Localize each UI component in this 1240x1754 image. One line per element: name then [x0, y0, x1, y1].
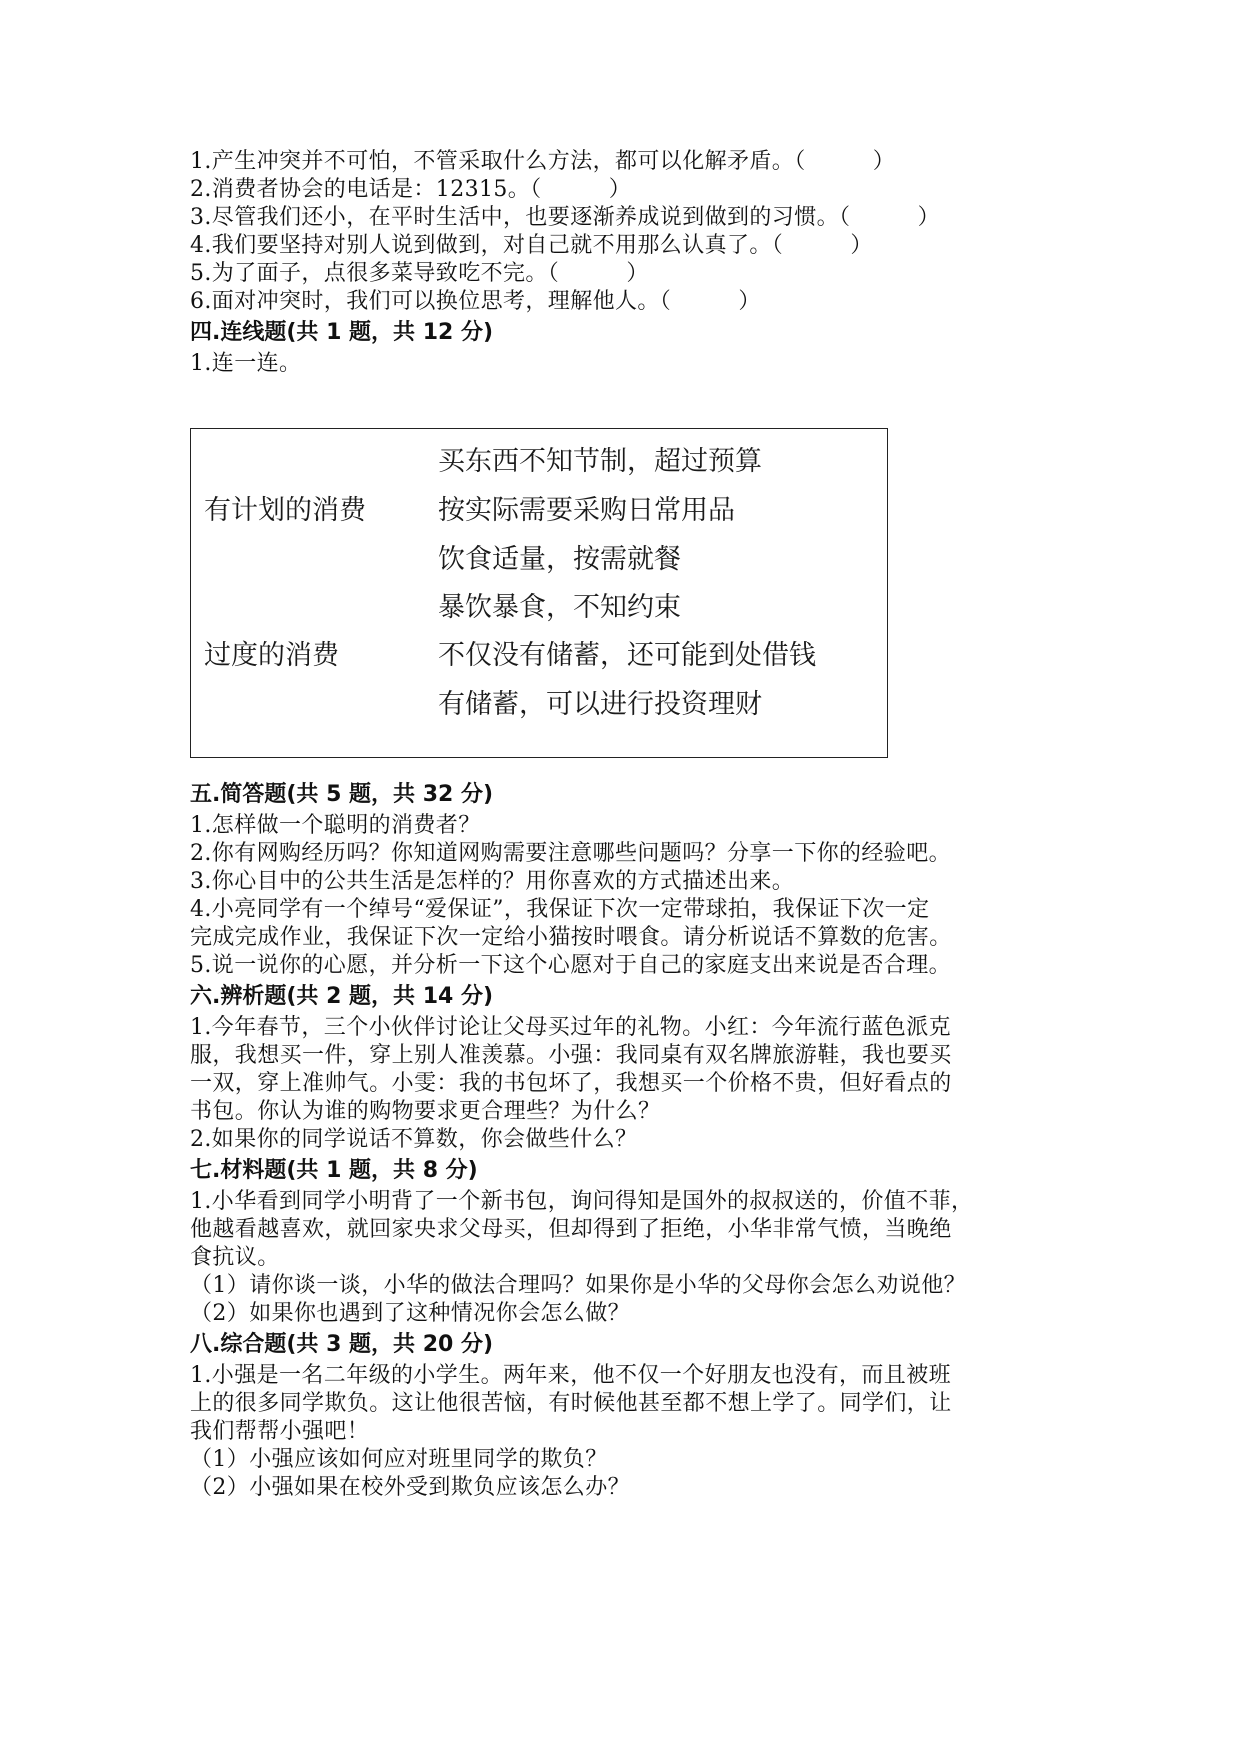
section6-title: 六.辨析题(共 2 题，共 14 分): [190, 984, 494, 1009]
section8-line: 上的很多同学欺负。这让他很苦恼，有时候他甚至都不想上学了。同学们，让: [190, 1391, 952, 1416]
section3-item: 1.产生冲突并不可怕，不管采取什么方法，都可以化解矛盾。（ ）: [190, 149, 896, 174]
match-right-item[interactable]: 不仅没有储蓄，还可能到处借钱: [438, 640, 816, 671]
section5-line: 2.你有网购经历吗？你知道网购需要注意哪些问题吗？分享一下你的经验吧。: [190, 841, 951, 866]
section6-line: 一双，穿上准帅气。小雯：我的书包坏了，我想买一个价格不贵，但好看点的: [190, 1071, 952, 1096]
match-left-item[interactable]: 过度的消费: [204, 640, 339, 671]
worksheet-lower: [190, 778, 1070, 1502]
section7-subquestion: （2）如果你也遇到了这种情况你会怎么做？: [190, 1301, 630, 1326]
match-left-item[interactable]: 有计划的消费: [204, 495, 366, 526]
section8-line: 1.小强是一名二年级的小学生。两年来，他不仅一个好朋友也没有，而且被班: [190, 1363, 951, 1388]
matching-box: [190, 428, 888, 758]
section7-line: 1.小华看到同学小明背了一个新书包，询问得知是国外的叔叔送的，价值不菲，: [190, 1189, 974, 1214]
match-right-item[interactable]: 饮食适量，按需就餐: [438, 544, 681, 575]
section8-title: 八.综合题(共 3 题，共 20 分): [190, 1332, 494, 1357]
section6-line: 1.今年春节，三个小伙伴讨论让父母买过年的礼物。小红：今年流行蓝色派克: [190, 1015, 951, 1040]
match-right-item[interactable]: 暴饮暴食，不知约束: [438, 592, 681, 623]
section8-subquestion: （1）小强应该如何应对班里同学的欺负？: [190, 1447, 608, 1472]
worksheet-page: [190, 148, 1070, 378]
match-right-item[interactable]: 有储蓄，可以进行投资理财: [438, 689, 762, 720]
match-right-item[interactable]: 买东西不知节制，超过预算: [438, 446, 762, 477]
section7-line: 他越看越喜欢，就回家央求父母买，但却得到了拒绝，小华非常气愤，当晚绝: [190, 1217, 952, 1242]
section6-line: 2.如果你的同学说话不算数，你会做些什么？: [190, 1127, 638, 1152]
section8-line: 我们帮帮小强吧！: [190, 1419, 370, 1444]
section3-item: 6.面对冲突时，我们可以换位思考，理解他人。（ ）: [190, 289, 761, 314]
section6-line: 服，我想买一件，穿上别人准羡慕。小强：我同桌有双名牌旅游鞋，我也要买: [190, 1043, 952, 1068]
match-right-item[interactable]: 按实际需要采购日常用品: [438, 495, 735, 526]
section4-title: 四.连线题(共 1 题，共 12 分): [190, 320, 494, 345]
section6-line: 书包。你认为谁的购物要求更合理些？为什么？: [190, 1099, 661, 1124]
section3-item: 3.尽管我们还小，在平时生活中，也要逐渐养成说到做到的习惯。（ ）: [190, 205, 940, 230]
section5-line: 3.你心目中的公共生活是怎样的？用你喜欢的方式描述出来。: [190, 869, 795, 894]
section5-line: 1.怎样做一个聪明的消费者？: [190, 813, 481, 838]
section5-line: 5.说一说你的心愿，并分析一下这个心愿对于自己的家庭支出来说是否合理。: [190, 953, 951, 978]
section4-question: 1.连一连。: [190, 351, 302, 376]
section5-line: 4.小亮同学有一个绰号“爱保证”，我保证下次一定带球拍，我保证下次一定: [190, 897, 930, 922]
section7-subquestion: （1）请你谈一谈，小华的做法合理吗？如果你是小华的父母你会怎么劝说他？: [190, 1273, 966, 1298]
section5-line: 完成完成作业，我保证下次一定给小猫按时喂食。请分析说话不算数的危害。: [190, 925, 952, 950]
section3-item: 5.为了面子，点很多菜导致吃不完。（ ）: [190, 261, 649, 286]
section3-list: [190, 148, 1070, 316]
section7-line: 食抗议。: [190, 1245, 280, 1270]
section7-title: 七.材料题(共 1 题，共 8 分): [190, 1158, 478, 1183]
section5-title: 五.简答题(共 5 题，共 32 分): [190, 782, 494, 807]
section3-item: 4.我们要坚持对别人说到做到，对自己就不用那么认真了。（ ）: [190, 233, 873, 258]
section8-subquestion: （2）小强如果在校外受到欺负应该怎么办？: [190, 1475, 630, 1500]
section3-item: 2.消费者协会的电话是：12315。（ ）: [190, 177, 632, 202]
